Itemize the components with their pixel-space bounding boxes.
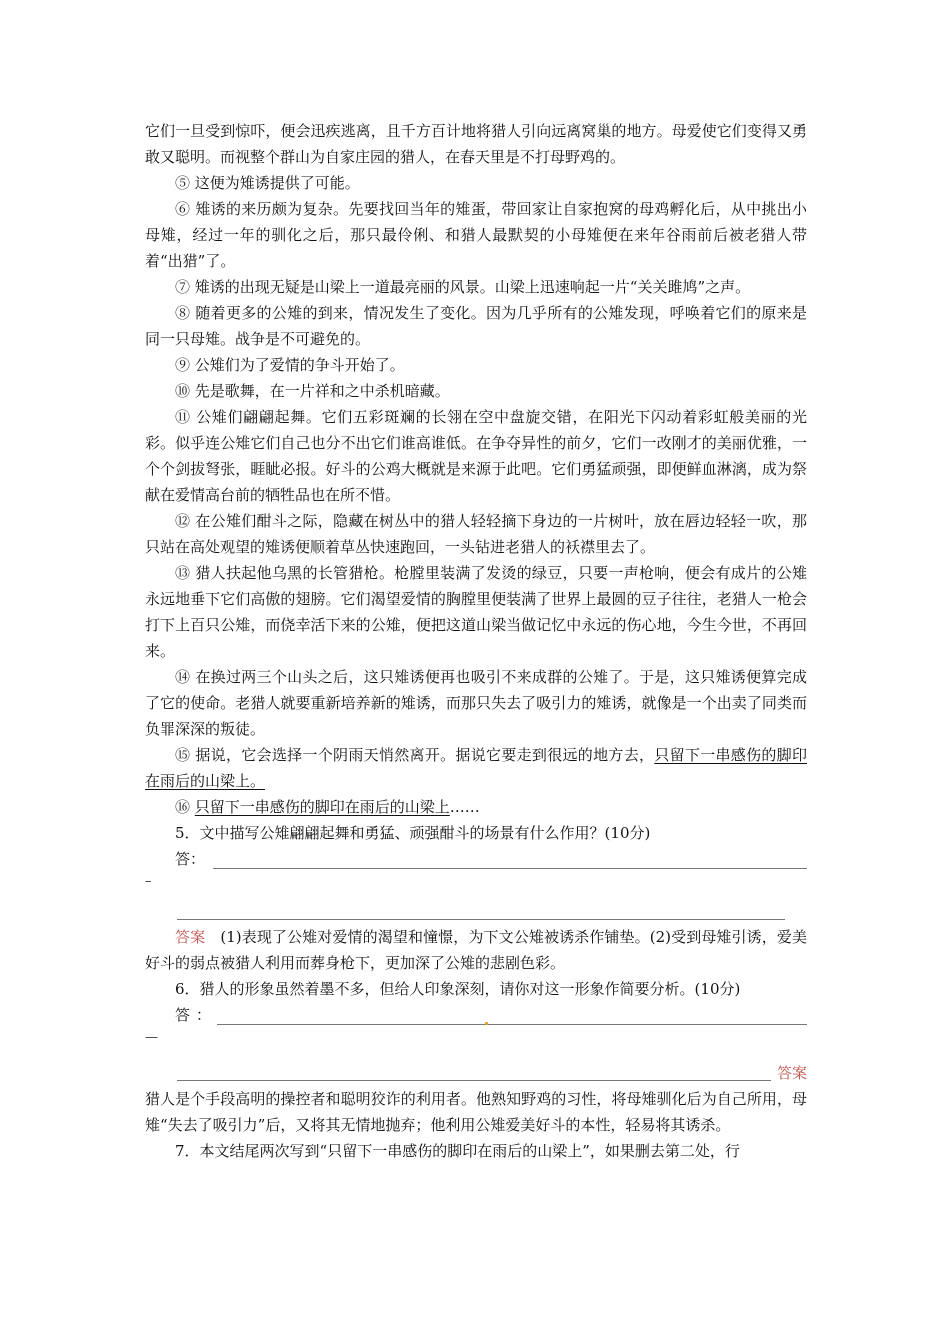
paragraph-9: ⑨ 公雉们为了爱情的争斗开始了。 — [175, 356, 405, 374]
answer-prompt-6: 答： — [175, 1006, 218, 1024]
answer-area-5 — [145, 846, 807, 924]
paragraph-15-text: ⑮ 据说，它会选择一个阴雨天悄然离开。据说它要走到很远的地方去， — [175, 746, 655, 764]
answer-dash-5: – — [145, 874, 152, 889]
answer-line-6a[interactable] — [217, 1024, 807, 1025]
question-5: 5．文中描写公雉翩翩起舞和勇猛、顽强酣斗的场景有什么作用？(10分) — [175, 824, 651, 842]
paragraph-continued: 它们一旦受到惊吓，便会迅疾逃离，且千方百计地将猎人引向远离窝巢的地方。母爱使它们变得又勇敢又聪明。而视整个群山为自家庄园的猎人，在春天里是不打母野鸡的。 — [145, 122, 807, 166]
paragraph-12: ⑫ 在公雉们酣斗之际，隐藏在树丛中的猎人轻轻摘下身边的一片树叶，放在唇边轻轻一吹，那只站在高处观望的雉诱便顺着草丛快速跑回，一头钻进老猎人的袄襟里去了。 — [145, 512, 807, 556]
answer-5 — [145, 924, 807, 976]
paragraph-8: ⑧ 随着更多的公雉的到来，情况发生了变化。因为几乎所有的公雉发现，呼唤着它们的原来是同一只母雉。战争是不可避免的。 — [145, 304, 807, 348]
answer-line-6-row — [145, 1060, 807, 1086]
paragraph-10: ⑩ 先是歌舞，在一片祥和之中杀机暗藏。 — [175, 382, 450, 400]
paragraph-6: ⑥ 雉诱的来历颇为复杂。先要找回当年的雉蛋，带回家让自家抱窝的母鸡孵化后，从中挑出小母雉，经过一年的驯化之后，那只最伶俐、和猎人最默契的小母雉便在来年谷雨前后被老猎人带着“出猎”了。 — [145, 200, 807, 270]
answer-6: 猎人是个手段高明的操控者和聪明狡诈的利用者。他熟知野鸡的习性，将母雉驯化后为自己所用，母雉“失去了吸引力”后，又将其无情地抛弃；他利用公雉爱美好斗的本性，轻易将其诱杀。 — [145, 1090, 807, 1134]
paragraph-13: ⑬ 猎人扶起他乌黑的长管猎枪。枪膛里装满了发烫的绿豆，只要一声枪响，便会有成片的公雉永远地垂下它们高傲的翅膀。它们渴望爱情的胸膛里便装满了世界上最圆的豆子往往，老猎人一枪会打下上百只公雉，而侥幸活下来的公雉，便把这道山梁当做记忆中永远的伤心地，今生今世，不再回来。 — [145, 564, 807, 660]
paragraph-7: ⑦ 雉诱的出现无疑是山梁上一道最亮丽的风景。山梁上迅速响起一片“关关雎鸠”之声。 — [175, 278, 751, 296]
paragraph-16-ellipsis: …… — [449, 798, 480, 816]
paragraph-16-number: ⑯ — [175, 798, 195, 816]
answer-label-5: 答案 — [175, 928, 206, 946]
paragraph-11: ⑪ 公雉们翩翩起舞。它们五彩斑斓的长翎在空中盘旋交错，在阳光下闪动着彩虹般美丽的光彩。似乎连公雉它们自己也分不出它们谁高谁低。在争夺异性的前夕，它们一改刚才的美丽优雅，一个个剑拔弩张，睚眦必报。好斗的公鸡大概就是来源于此吧。它们勇猛顽强，即便鲜血淋漓，成为祭献在爱情高台前的牺牲品也在所不惜。 — [145, 408, 807, 504]
answer-text-5: (1)表现了公雉对爱情的渴望和憧憬，为下文公雉被诱杀作铺垫。(2)受到母雉引诱，爱美好斗的弱点被猎人利用而葬身枪下，更加深了公雉的悲剧色彩。 — [145, 928, 807, 972]
paragraph-14: ⑭ 在换过两三个山头之后，这只雉诱便再也吸引不来成群的公雉了。于是，这只雉诱便算完成了它的使命。老猎人就要重新培养新的雉诱，而那只失去了吸引力的雉诱，就像是一个出卖了同类而负罪深深的叛徒。 — [145, 668, 807, 738]
answer-line-6b[interactable] — [177, 1080, 771, 1081]
answer-line-5a[interactable] — [213, 868, 807, 869]
paragraph-15-underlined: 只留下一串感伤的脚印在雨后的山梁上。 — [145, 746, 807, 790]
answer-label-6: 答案 — [776, 1064, 807, 1082]
paragraph-5: ⑤ 这便为雉诱提供了可能。 — [175, 174, 360, 192]
question-6: 6．猎人的形象虽然着墨不多，但给人印象深刻，请你对这一形象作简要分析。(10分) — [175, 980, 741, 998]
answer-dash-6: — — [145, 1030, 158, 1045]
mark-dot — [485, 1022, 488, 1025]
document-body — [145, 118, 807, 1164]
question-7: 7．本文结尾两次写到“只留下一串感伤的脚印在雨后的山梁上”，如果删去第二处，行 — [175, 1142, 740, 1160]
paragraph-15 — [145, 742, 807, 794]
paragraph-16 — [145, 794, 807, 820]
answer-area-6 — [145, 1002, 807, 1060]
answer-prompt-5: 答： — [175, 850, 206, 868]
paragraph-16-underlined: 只留下一串感伤的脚印在雨后的山梁上 — [194, 798, 450, 816]
answer-line-5b[interactable] — [177, 919, 785, 920]
